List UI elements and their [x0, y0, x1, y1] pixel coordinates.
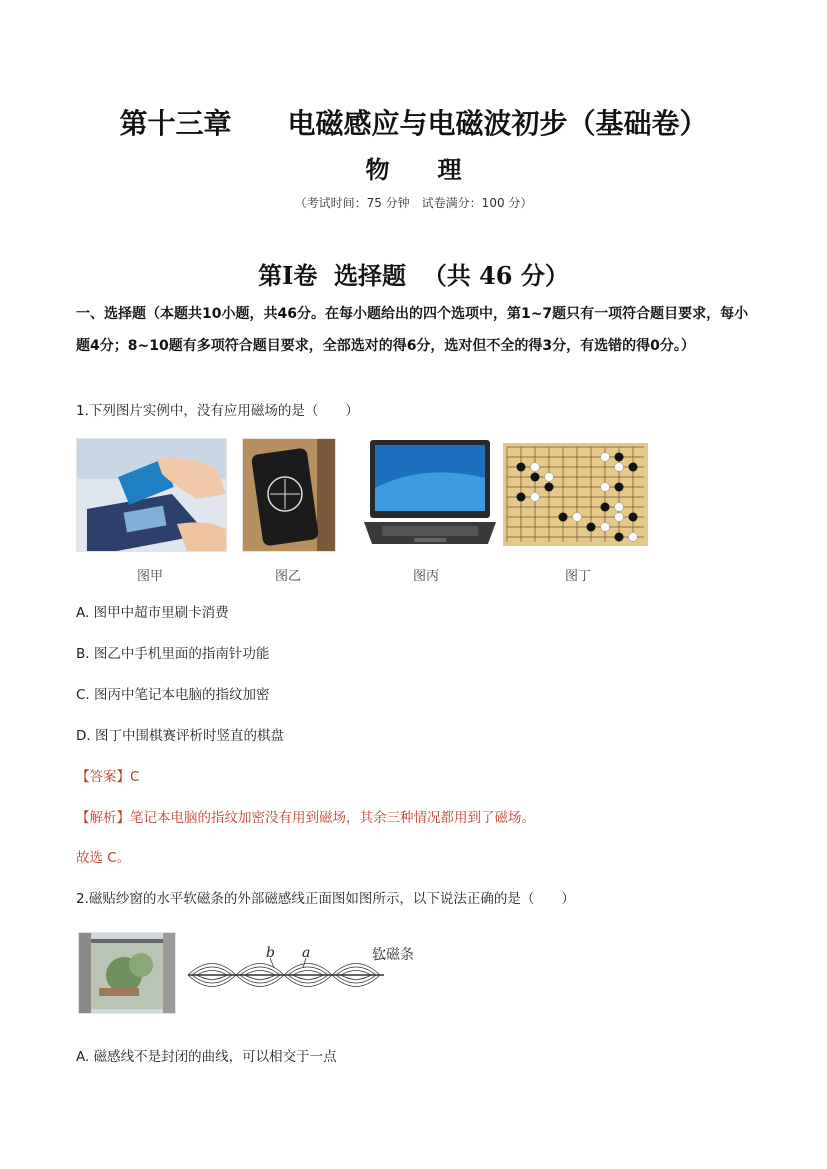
- label-a: a: [302, 945, 311, 961]
- question-2-stem: 2.磁贴纱窗的水平软磁条的外部磁感线正面图如图所示，以下说法正确的是（ ）: [76, 891, 575, 907]
- exam-time-info: （考试时间：75 分钟 试卷满分：100 分）: [294, 196, 533, 210]
- caption-jia: 图甲: [136, 569, 163, 584]
- q1-option-a: A. 图甲中超市里刷卡消费: [76, 605, 229, 621]
- caption-bing: 图丙: [412, 569, 439, 584]
- q1-answer: 【答案】C: [76, 769, 140, 785]
- subject-title: 物 理: [365, 155, 462, 184]
- page-title: 第十三章 电磁感应与电磁波初步（基础卷）: [119, 107, 708, 140]
- laptop-image: [364, 438, 496, 550]
- q1-analysis: 【解析】笔记本电脑的指纹加密没有用到磁场，其余三种情况都用到了磁场。: [76, 810, 535, 826]
- go-board-image: [503, 443, 648, 546]
- q1-option-d: D. 图丁中围棋赛评析时竖直的棋盘: [76, 728, 284, 744]
- label-b: b: [266, 945, 275, 961]
- q2-option-a: A. 磁感线不是封闭的曲线，可以相交于一点: [76, 1049, 337, 1065]
- phone-compass-image: [242, 438, 336, 552]
- q1-option-b: B. 图乙中手机里面的指南针功能: [76, 646, 270, 662]
- caption-yi: 图乙: [274, 569, 301, 584]
- section-instructions: 一、选择题（本题共10小题，共46分。在每小题给出的四个选项中，第1~7题只有一项符合题目要求，每小题4分；8~10题有多项符合题目要求，全部选对的得6分，选对但不全的得3分，有选错的得0分。）: [76, 306, 749, 354]
- window-screen-photo: [78, 932, 176, 1014]
- caption-ding: 图丁: [564, 569, 591, 584]
- q1-option-c: C. 图丙中笔记本电脑的指纹加密: [76, 687, 270, 703]
- question-1-stem: 1.下列图片实例中，没有应用磁场的是（ ）: [76, 403, 359, 419]
- q1-conclusion: 故选 C。: [76, 850, 131, 866]
- section-title: 第Ⅰ卷 选择题 （共 46 分）: [258, 261, 569, 290]
- label-soft-magnetic-strip: 软磁条: [372, 947, 414, 963]
- card-swipe-image: [76, 438, 227, 552]
